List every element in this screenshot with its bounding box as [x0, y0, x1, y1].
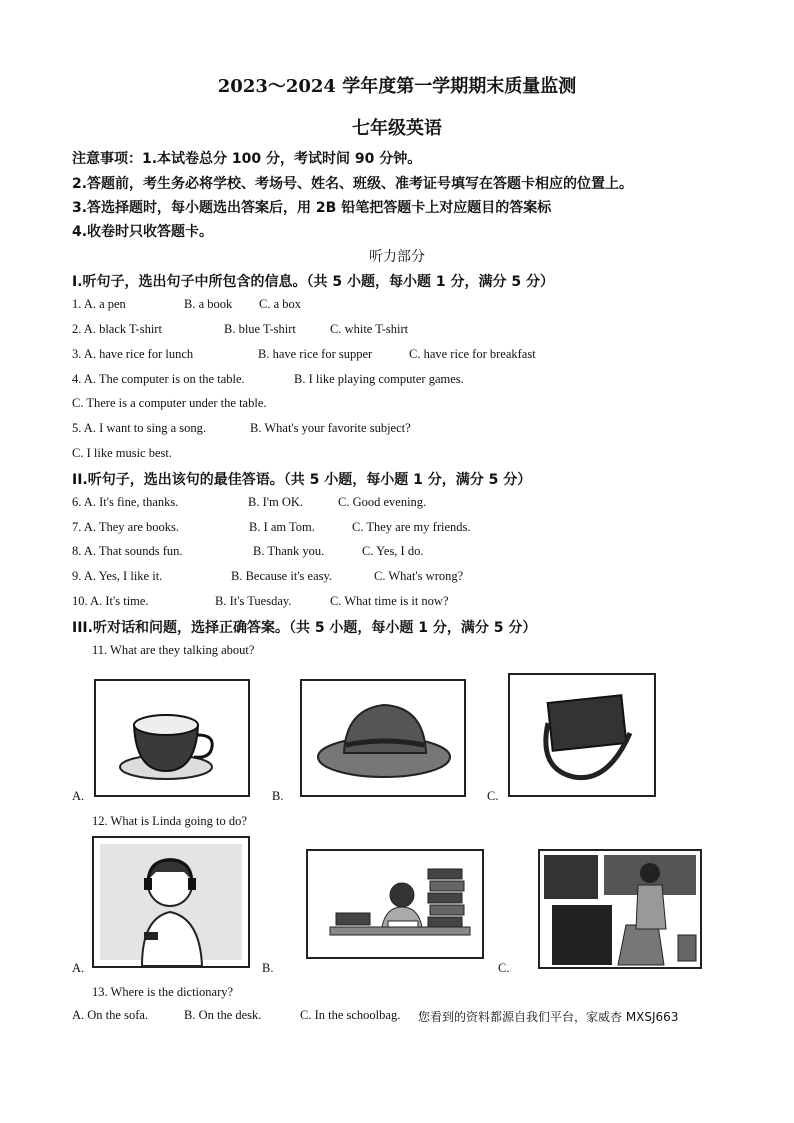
listening-music-icon [92, 836, 250, 968]
q7-option-a: 7. A. They are books. [72, 520, 180, 534]
q13-question: 13. Where is the dictionary? [92, 985, 234, 999]
q8-option-c: C. Yes, I do. [362, 544, 424, 558]
q4-option-c: C. There is a computer under the table. [72, 396, 267, 410]
q1-option-a: 1. A. a pen [72, 297, 126, 311]
q12-label-c: C. [498, 961, 510, 975]
q2-option-b: B. blue T-shirt [224, 322, 296, 336]
q5-option-c: C. I like music best. [72, 446, 172, 460]
q7-option-b: B. I am Tom. [249, 520, 315, 534]
q2-option-c: C. white T-shirt [330, 322, 409, 336]
q8-option-b: B. Thank you. [253, 544, 325, 558]
q4-option-a: 4. A. The computer is on the table. [72, 372, 245, 386]
q5-option-a: 5. A. I want to sing a song. [72, 421, 207, 435]
hat-icon [300, 679, 466, 797]
q3-option-a: 3. A. have rice for lunch [72, 347, 194, 361]
q8-option-a: 8. A. That sounds fun. [72, 544, 183, 558]
part-title: 听力部分 [369, 249, 425, 265]
q3-option-b: B. have rice for supper [258, 347, 373, 361]
q13-option-b: B. On the desk. [184, 1008, 262, 1022]
q6-option-c: C. Good evening. [338, 495, 427, 509]
q6-option-b: B. I'm OK. [248, 495, 304, 509]
q9-option-a: 9. A. Yes, I like it. [72, 569, 163, 583]
q1-option-c: C. a box [259, 297, 302, 311]
q11-question: 11. What are they talking about? [92, 643, 255, 657]
reading-books-icon [306, 849, 484, 959]
q9-option-b: B. Because it's easy. [231, 569, 333, 583]
q11-label-b: B. [272, 789, 284, 803]
section3-heading: III.听对话和问题，选择正确答案。（共 5 小题，每小题 1 分，满分 5 分） [72, 620, 537, 636]
q13-option-c: C. In the schoolbag. [300, 1008, 401, 1022]
q13-option-a: A. On the sofa. [72, 1008, 149, 1022]
q11-label-a: A. [72, 789, 85, 803]
note-line-3: 3.答选择题时，每小题选出答案后，用 2B 铅笔把答题卡上对应题目的答案标 [72, 200, 552, 216]
q3-option-c: C. have rice for breakfast [409, 347, 536, 361]
q10-option-a: 10. A. It's time. [72, 594, 149, 608]
exam-title: 2023～2024 学年度第一学期期末质量监测 [217, 76, 577, 97]
exam-subtitle: 七年级英语 [352, 118, 442, 139]
sitting-room-icon [538, 849, 702, 969]
q10-option-c: C. What time is it now? [330, 594, 449, 608]
section1-heading: I.听句子，选出句子中所包含的信息。（共 5 小题，每小题 1 分，满分 5 分） [72, 274, 554, 290]
q4-option-b: B. I like playing computer games. [294, 372, 464, 386]
watermark-text: 您看到的资料都源自我们平台，家威杏 MXSJ663 [418, 1010, 679, 1024]
q6-option-a: 6. A. It's fine, thanks. [72, 495, 179, 509]
note-line-1: 注意事项：1.本试卷总分 100 分，考试时间 90 分钟。 [72, 151, 422, 167]
q12-label-b: B. [262, 961, 274, 975]
q12-label-a: A. [72, 961, 85, 975]
bag-icon [508, 673, 656, 797]
q5-option-b: B. What's your favorite subject? [250, 421, 411, 435]
note-line-2: 2.答题前，考生务必将学校、考场号、姓名、班级、准考证号填写在答题卡相应的位置上。 [72, 176, 634, 192]
note-line-4: 4.收卷时只收答题卡。 [72, 224, 214, 240]
q11-label-c: C. [487, 789, 499, 803]
q7-option-c: C. They are my friends. [352, 520, 471, 534]
q1-option-b: B. a book [184, 297, 233, 311]
q9-option-c: C. What's wrong? [374, 569, 464, 583]
q2-option-a: 2. A. black T-shirt [72, 322, 162, 336]
q10-option-b: B. It's Tuesday. [215, 594, 292, 608]
section2-heading: II.听句子，选出该句的最佳答语。（共 5 小题，每小题 1 分，满分 5 分） [72, 472, 532, 488]
q12-question: 12. What is Linda going to do? [92, 814, 247, 828]
cup-icon [94, 679, 250, 797]
